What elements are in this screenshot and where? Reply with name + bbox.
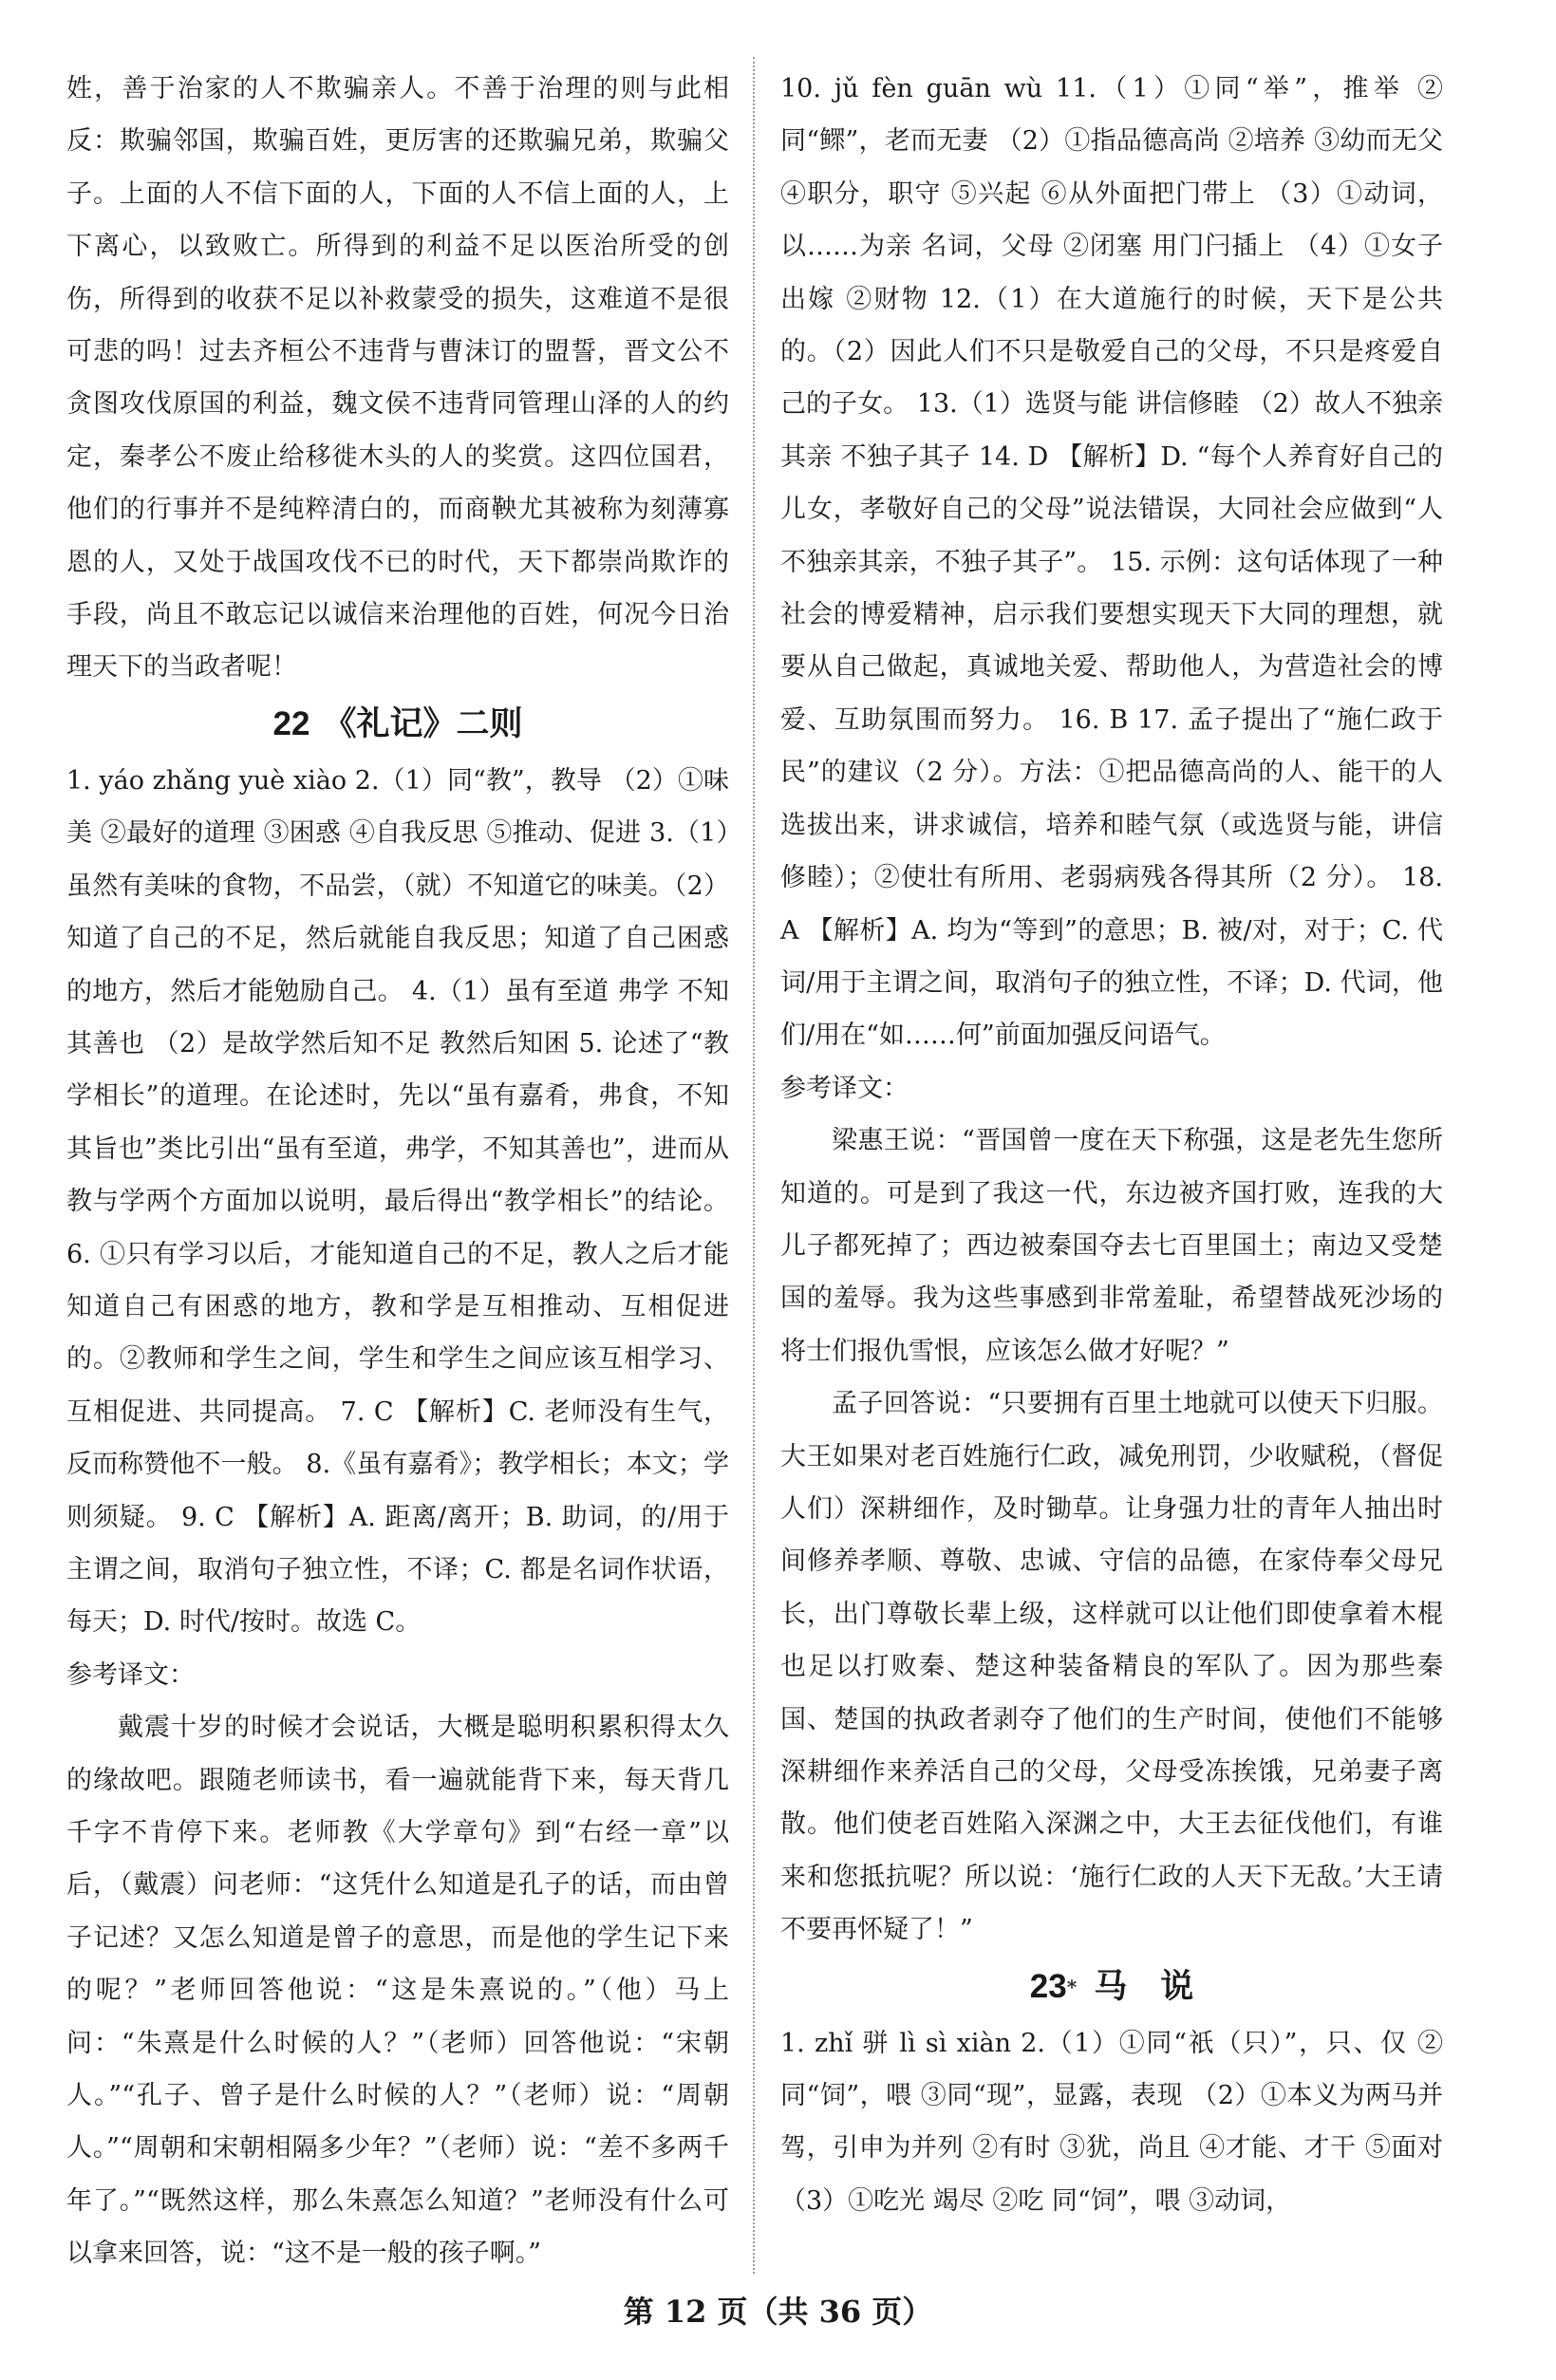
right-column <box>780 63 1443 2227</box>
section-22-translation: 戴震十岁的时候才会说话，大概是聪明积累积得太久的缘故吧。跟随老师读书，看一遍就能背下来，每天背几千字不肯停下来。老师教《大学章句》到“右经一章”以后，（戴震）问老师：“这凭什么知道是孔子的话，而由曾子记述？又怎么知道是曾子的意思，而是他的学生记下来的呢？”老师回答他说：“这是朱熹说的。”（他）马上问：“朱熹是什么时候的人？”（老师）回答他说：“宋朝人。”“孔子、曾子是什么时候的人？”（老师）说：“周朝人。”“周朝和宋朝相隔多少年？”（老师）说：“差不多两千年了。”“既然这样，那么朱熹怎么知道？”老师没有什么可以拿来回答，说：“这不是一般的孩子啊。” <box>66 1713 729 2269</box>
section-22-title <box>66 694 729 755</box>
section-23-title <box>780 1957 1443 2017</box>
section-23-number: 23 <box>1029 1967 1067 2005</box>
left-column <box>66 63 729 2280</box>
section-22-ref-label: 参考译文： <box>66 1659 195 1690</box>
continued-answers: 10. jǔ fèn guān wù 11.（1）①同“举”，推举 ②同“鳏”，老而无妻 （2）①指品德高尚 ②培养 ③幼而无父 ④职分，职守 ⑤兴起 ⑥从外面把门带上 （3）①动词，以……为亲 名词，父母 ②闭塞 用门闩插上 （4）①女子出嫁 ②财物 12.（1）在大道施行的时候，天下是公共的。（2）因此人们不只是敬爱自己的父母，不只是疼爱自己的子女。 13.（1）选贤与能 讲信修睦 （2）故人不独亲其亲 不独子其子 14. D 【解析】D. “每个人养育好自己的儿女，孝敬好自己的父母”说法错误，大同社会应做到“人不独亲其亲，不独子其子”。 15. 示例：这句话体现了一种社会的博爱精神，启示我们要想实现天下大同的理想，就要从自己做起，真诚地关爱、帮助他人，为营造社会的博爱、互助氛围而努力。 16. B 17. 孟子提出了“施仁政于民”的建议（2 分）。方法：①把品德高尚的人、能干的人选拔出来，讲求诚信，培养和睦气氛（或选贤与能，讲信修睦）；②使壮有所用、老弱病残各得其所（2 分）。 18. A 【解析】A. 均为“等到”的意思；B. 被/对，对于；C. 代词/用于主谓之间，取消句子的独立性，不译；D. 代词，他们/用在“如……何”前面加强反问语气。 <box>780 74 1443 1051</box>
ref-label: 参考译文： <box>780 1073 909 1103</box>
section-23-mark: * <box>1066 1975 1078 1998</box>
section-23-answers: 1. zhǐ 骈 lì sì xiàn 2.（1）①同“祇（只）”，只、仅 ②同“饲”，喂 ③同“现”，显露，表现 （2）①本义为两马并驾，引申为并列 ②有时 ③犹，尚且 ④才能、才干 ⑤面对 （3）①吃光 竭尽 ②吃 同“饲”，喂 ③动词， <box>780 2028 1443 2216</box>
section-22-number: 22 <box>272 704 310 742</box>
section-22-heading: 《礼记》二则 <box>323 703 523 743</box>
section-23-heading: 马 说 <box>1094 1966 1194 2006</box>
page-footer: 第 12 页（共 36 页） <box>623 2294 933 2330</box>
translation-paragraph-2: 孟子回答说：“只要拥有百里土地就可以使天下归服。大王如果对老百姓施行仁政，减免刑罚，少收赋税，（督促人们）深耕细作，及时锄草。让身强力壮的青年人抽出时间修养孝顺、尊敬、忠诚、守信的品德，在家侍奉父母兄长，出门尊敬长辈上级，这样就可以让他们即使拿着木棍也足以打败秦、楚这种装备精良的军队了。因为那些秦国、楚国的执政者剥夺了他们的生产时间，使他们不能够深耕细作来养活自己的父母，父母受冻挨饿，兄弟妻子离散。他们使老百姓陷入深渊之中，大王去征伐他们，有谁来和您抵抗呢？所以说：‘施行仁政的人天下无敌。’大王请不要再怀疑了！” <box>780 1389 1443 1945</box>
section-22-answers: 1. yáo zhǎng yuè xiào 2.（1）同“教”，教导 （2）①味美 ②最好的道理 ③困惑 ④自我反思 ⑤推动、促进 3.（1）虽然有美味的食物，不品尝，（就）不知道它的味美。（2）知道了自己的不足，然后就能自我反思；知道了自己困惑的地方，然后才能勉励自己。 4.（1）虽有至道 弗学 不知其善也 （2）是故学然后知不足 教然后知困 5. 论述了“教学相长”的道理。在论述时，先以“虽有嘉肴，弗食，不知其旨也”类比引出“虽有至道，弗学，不知其善也”，进而从教与学两个方面加以说明，最后得出“教学相长”的结论。 6. ①只有学习以后，才能知道自己的不足，教人之后才能知道自己有困惑的地方，教和学是互相推动、互相促进的。②教师和学生之间，学生和学生之间应该互相学习、互相促进、共同提高。 7. C 【解析】C. 老师没有生气，反而称赞他不一般。 8.《虽有嘉肴》；教学相长；本文；学则须疑。 9. C 【解析】A. 距离/离开；B. 助词，的/用于主谓之间，取消句子独立性，不译；C. 都是名词作状语，每天；D. 时代/按时。故选 C。 <box>66 765 729 1638</box>
translation-paragraph-1: 梁惠王说：“晋国曾一度在天下称强，这是老先生您所知道的。可是到了我这一代，东边被齐国打败，连我的大儿子都死掉了；西边被秦国夺去七百里国土；南边又受楚国的羞辱。我为这些事感到非常羞耻，希望替战死沙场的将士们报仇雪恨，应该怎么做才好呢？” <box>780 1126 1443 1366</box>
column-divider <box>753 57 755 2274</box>
continuation-translation: 姓，善于治家的人不欺骗亲人。不善于治理的则与此相反：欺骗邻国，欺骗百姓，更厉害的还欺骗兄弟，欺骗父子。上面的人不信下面的人，下面的人不信上面的人，上下离心，以致败亡。所得到的利益不足以医治所受的创伤，所得到的收获不足以补救蒙受的损失，这难道不是很可悲的吗！过去齐桓公不违背与曹沫订的盟誓，晋文公不贪图攻伐原国的利益，魏文侯不违背同管理山泽的人的约定，秦孝公不废止给移徙木头的人的奖赏。这四位国君，他们的行事并不是纯粹清白的，而商鞅尤其被称为刻薄寡恩的人，又处于战国攻伐不已的时代，天下都崇尚欺诈的手段，尚且不敢忘记以诚信来治理他的百姓，何况今日治理天下的当政者呢！ <box>66 74 729 683</box>
